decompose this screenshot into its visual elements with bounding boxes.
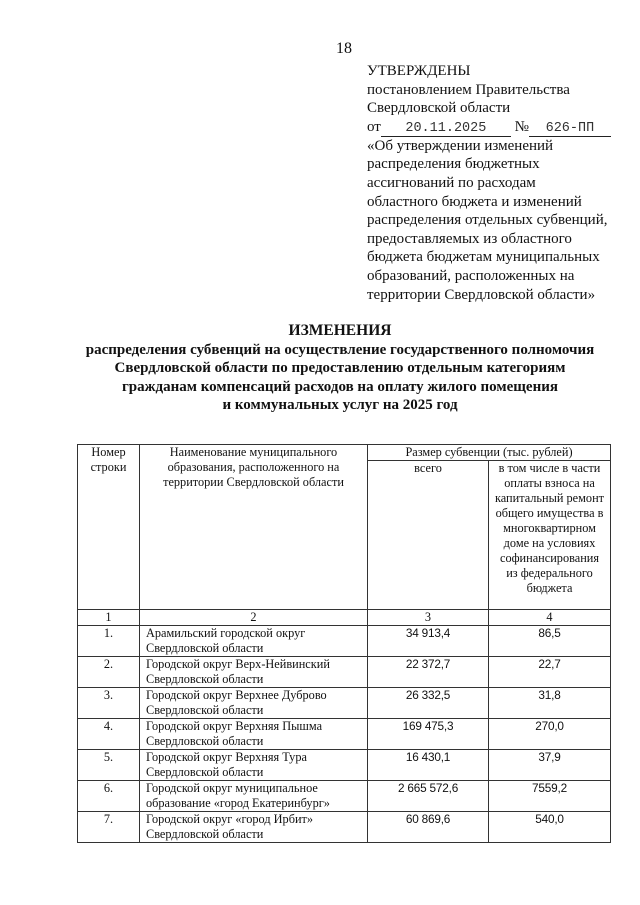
table-row [78, 657, 611, 688]
resolution-title-line: ассигнований по расходам [367, 174, 536, 191]
total-amount: 169 475,3 [368, 719, 489, 750]
resolution-title-line: территории Свердловской области» [367, 286, 596, 303]
approval-heading: УТВЕРЖДЕНЫ [367, 63, 471, 79]
row-number: 6. [78, 781, 140, 812]
number-prefix: № [514, 118, 529, 135]
municipality-name: Городской округ Верхняя Тура Свердловской области [140, 750, 368, 781]
municipality-name: Городской округ Верх-Нейвинский Свердловской области [140, 657, 368, 688]
municipality-name: Арамильский городской округ Свердловской области [140, 626, 368, 657]
title-line: Свердловской области по предоставлению отдельным категориям [114, 360, 566, 376]
total-amount: 26 332,5 [368, 688, 489, 719]
row-number: 7. [78, 812, 140, 843]
capital-amount: 31,8 [489, 688, 611, 719]
capital-amount: 7559,2 [489, 781, 611, 812]
approval-line-2: Свердловской области [367, 100, 511, 117]
capital-amount: 270,0 [489, 719, 611, 750]
total-amount: 22 372,7 [368, 657, 489, 688]
resolution-title-line: образований, расположенных на [367, 267, 575, 284]
table-row [78, 781, 611, 812]
header-row-number: Номер строки [78, 445, 140, 610]
approval-date-number [367, 118, 627, 137]
capital-amount: 22,7 [489, 657, 611, 688]
row-number: 4. [78, 719, 140, 750]
header-capital-repair: в том числе в части оплаты взноса на капитальный ремонт общего имущества в многоквартирном доме на условиях софинансирования из федерального бюджета [489, 461, 611, 610]
column-number: 2 [140, 610, 368, 626]
column-number: 4 [489, 610, 611, 626]
title-line: и коммунальных услуг на 2025 год [222, 397, 458, 413]
table-row [78, 812, 611, 843]
date-prefix: от [367, 118, 381, 135]
table-row [78, 750, 611, 781]
title-main: ИЗМЕНЕНИЯ [288, 322, 392, 339]
subventions-table [77, 444, 611, 843]
approval-block [367, 62, 627, 304]
municipality-name: Городской округ Верхняя Пышма Свердловской области [140, 719, 368, 750]
row-number: 5. [78, 750, 140, 781]
resolution-number: 626-ПП [529, 121, 611, 137]
row-number: 1. [78, 626, 140, 657]
resolution-title-line: распределения бюджетных [367, 156, 540, 173]
resolution-title-line: распределения отдельных субвенций, [367, 212, 608, 229]
row-number: 3. [78, 688, 140, 719]
total-amount: 2 665 572,6 [368, 781, 489, 812]
resolution-title-line: «Об утверждении изменений [367, 137, 554, 154]
capital-amount: 37,9 [489, 750, 611, 781]
capital-amount: 540,0 [489, 812, 611, 843]
total-amount: 34 913,4 [368, 626, 489, 657]
table-row [78, 719, 611, 750]
column-number: 1 [78, 610, 140, 626]
column-number: 3 [368, 610, 489, 626]
document-title [40, 322, 640, 415]
header-amount-group: Размер субвенции (тыс. рублей) [368, 445, 611, 461]
resolution-title-line: областного бюджета и изменений [367, 193, 582, 210]
total-amount: 16 430,1 [368, 750, 489, 781]
title-line: распределения субвенций на осуществление государственного полномочия [85, 341, 595, 358]
total-amount: 60 869,6 [368, 812, 489, 843]
header-name: Наименование муниципального образования, расположенного на территории Свердловской области [140, 445, 368, 610]
table-row [78, 688, 611, 719]
row-number: 2. [78, 657, 140, 688]
approval-line-1: постановлением Правительства [367, 81, 570, 98]
resolution-date: 20.11.2025 [381, 121, 511, 137]
page-number: 18 [336, 40, 352, 57]
municipality-name: Городской округ Верхнее Дуброво Свердловской области [140, 688, 368, 719]
table-row [78, 626, 611, 657]
municipality-name: Городской округ «город Ирбит» Свердловской области [140, 812, 368, 843]
capital-amount: 86,5 [489, 626, 611, 657]
municipality-name: Городской округ муниципальное образование «город Екатеринбург» [140, 781, 368, 812]
title-line: гражданам компенсаций расходов на оплату жилого помещения [122, 378, 558, 395]
resolution-title-line: бюджета бюджетам муниципальных [367, 249, 600, 266]
resolution-title-line: предоставляемых из областного [367, 230, 572, 247]
header-total: всего [368, 461, 489, 610]
